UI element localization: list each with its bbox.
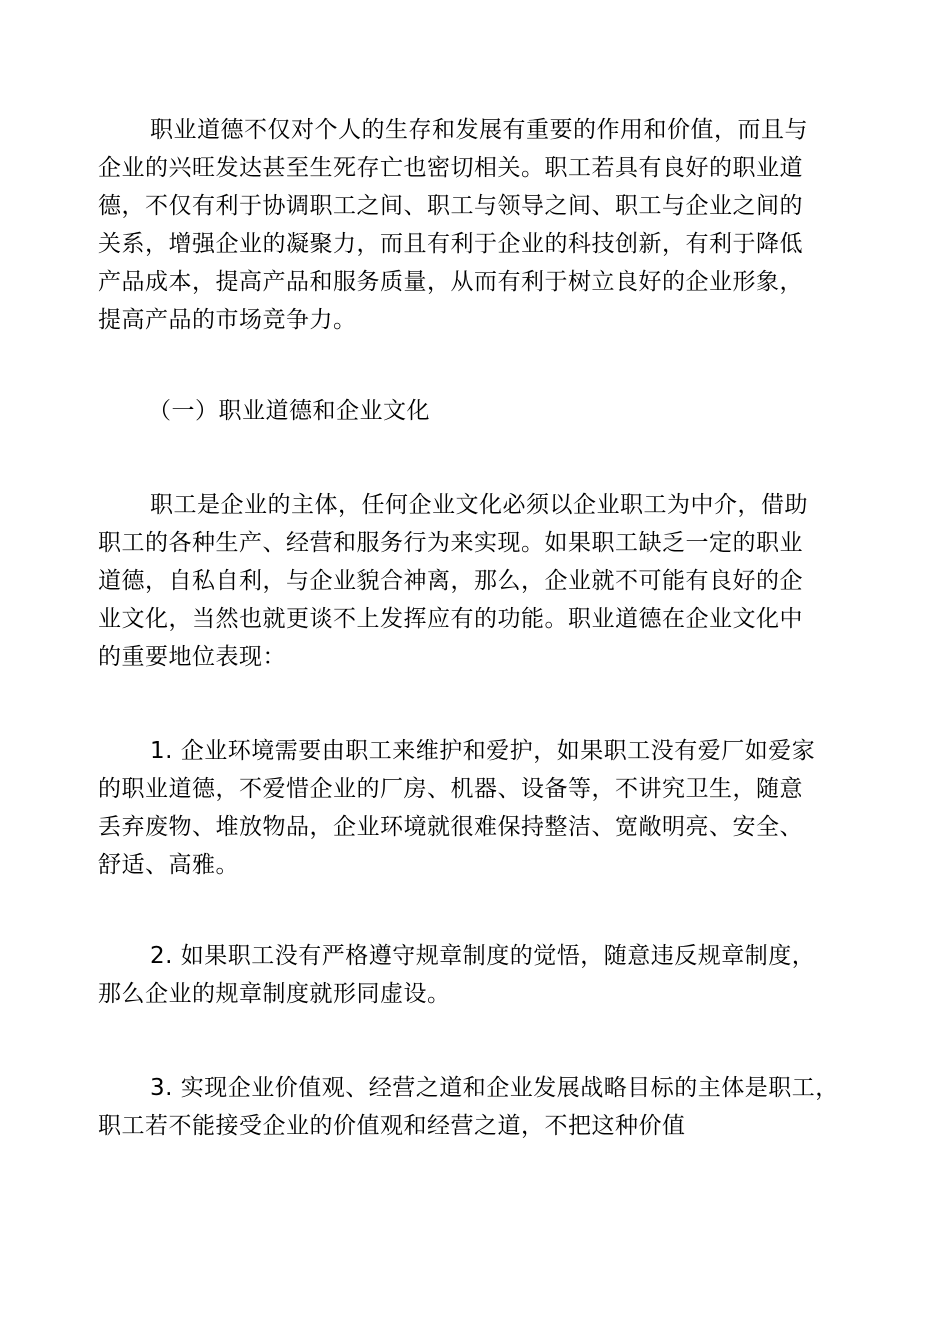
section-heading bbox=[98, 392, 858, 430]
text-line: 提高产品的市场竞争力。 bbox=[98, 307, 357, 333]
text-line: 道德，自私自利，与企业貌合神离，那么，企业就不可能有良好的企 bbox=[98, 568, 803, 594]
list-item-2 bbox=[98, 937, 858, 1013]
text-line: 2. 如果职工没有严格遵守规章制度的觉悟，随意违反规章制度， bbox=[150, 943, 816, 969]
text-line: 的职业道德，不爱惜企业的厂房、机器、设备等，不讲究卫生，随意 bbox=[98, 776, 803, 802]
list-item-3 bbox=[98, 1069, 858, 1145]
paragraph-intro bbox=[98, 111, 858, 339]
text-line: 职工是企业的主体，任何企业文化必须以企业职工为中介，借助 bbox=[150, 492, 808, 518]
heading-text: （一）职业道德和企业文化 bbox=[148, 398, 430, 424]
text-line: 关系，增强企业的凝聚力，而且有利于企业的科技创新，有利于降低 bbox=[98, 231, 803, 257]
text-line: 职工若不能接受企业的价值观和经营之道，不把这种价值 bbox=[98, 1113, 686, 1139]
text-line: 3. 实现企业价值观、经营之道和企业发展战略目标的主体是职工， bbox=[150, 1075, 839, 1101]
text-line: 业文化，当然也就更谈不上发挥应有的功能。职业道德在企业文化中 bbox=[98, 606, 803, 632]
text-line: 丢弃废物、堆放物品，企业环境就很难保持整洁、宽敞明亮、安全、 bbox=[98, 814, 803, 840]
text-line: 产品成本，提高产品和服务质量，从而有利于树立良好的企业形象， bbox=[98, 269, 803, 295]
text-line: 职工的各种生产、经营和服务行为来实现。如果职工缺乏一定的职业 bbox=[98, 530, 803, 556]
text-line: 的重要地位表现： bbox=[98, 644, 286, 670]
list-item-1 bbox=[98, 732, 858, 884]
paragraph-employee-role bbox=[98, 486, 858, 676]
text-line: 企业的兴旺发达甚至生死存亡也密切相关。职工若具有良好的职业道 bbox=[98, 155, 803, 181]
text-line: 职业道德不仅对个人的生存和发展有重要的作用和价值，而且与 bbox=[150, 117, 808, 143]
text-line: 舒适、高雅。 bbox=[98, 852, 239, 878]
text-line: 1. 企业环境需要由职工来维护和爱护，如果职工没有爱厂如爱家 bbox=[150, 738, 816, 764]
text-line: 那么企业的规章制度就形同虚设。 bbox=[98, 981, 451, 1007]
text-line: 德，不仅有利于协调职工之间、职工与领导之间、职工与企业之间的 bbox=[98, 193, 803, 219]
